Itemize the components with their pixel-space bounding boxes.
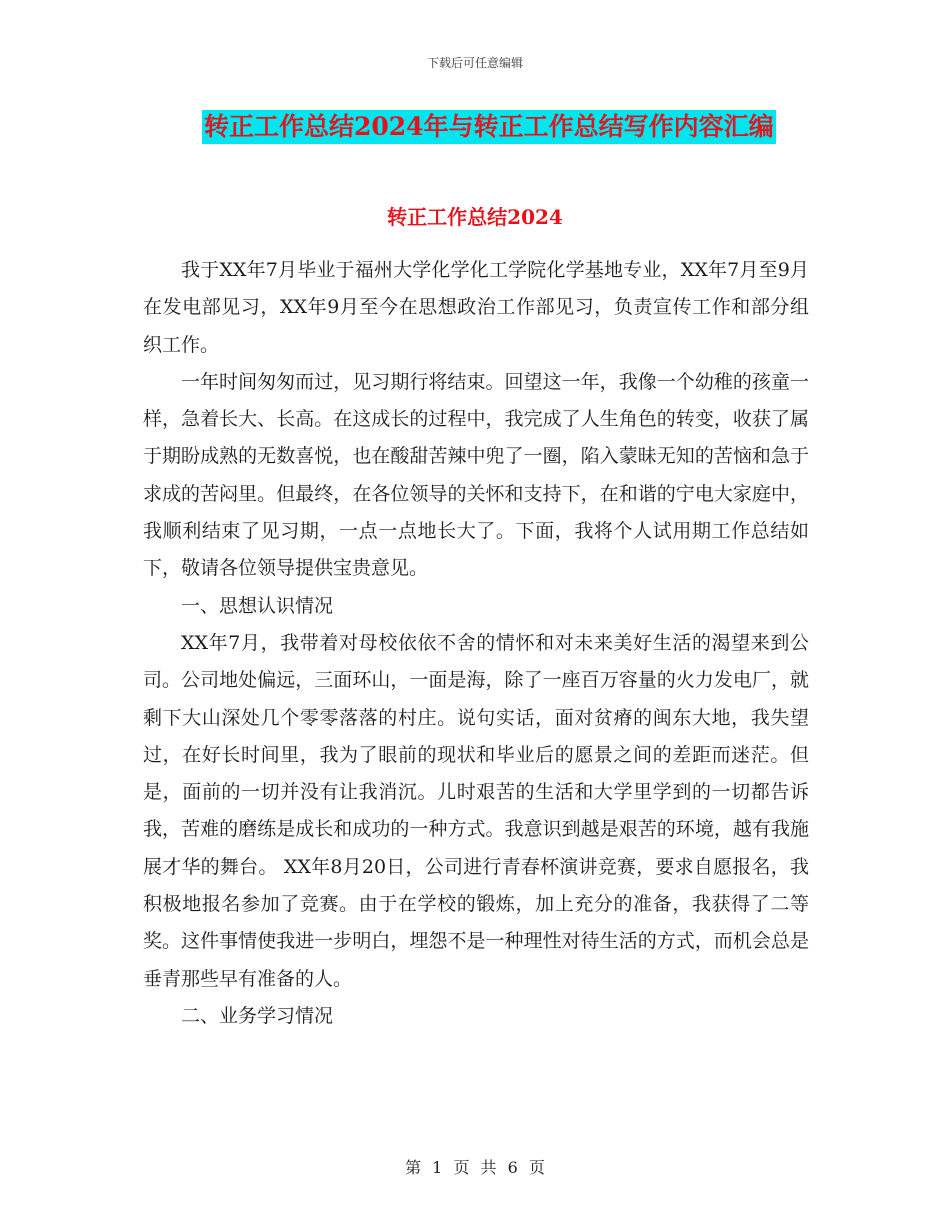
paragraph-intro: 我于XX年7月毕业于福州大学化学化工学院化学基地专业，XX年7月至9月在发电部见习，XX年9月至今在思想政治工作部见习，负责宣传工作和部分组织工作。 [143,259,809,356]
document-title: 转正工作总结2024年与转正工作总结写作内容汇编 [202,110,776,144]
document-body [143,252,809,1035]
section-title: 转正工作总结2024 [387,205,563,229]
heading-thought: 一、思想认识情况 [181,594,334,617]
page-number: 第 1 页 共 6 页 [405,1158,545,1177]
paragraph-thought: XX年7月，我带着对母校依依不舍的情怀和对未来美好生活的渴望来到公司。公司地处偏远，三面环山，一面是海，除了一座百万容量的火力发电厂，就剩下大山深处几个零零落落的村庄。说句实话，面对贫瘠的闽东大地，我失望过，在好长时间里，我为了眼前的现状和毕业后的愿景之间的差距而迷茫。但是，面前的一切并没有让我消沉。儿时艰苦的生活和大学里学到的一切都告诉我，苦难的磨练是成长和成功的一种方式。我意识到越是艰苦的环境，越有我施展才华的舞台。 XX年8月20日，公司进行青春杯演讲竞赛，要求自愿报名，我积极地报名参加了竞赛。由于在学校的锻炼，加上充分的准备，我获得了二等奖。这件事情使我进一步明白，埋怨不是一种理性对待生活的方式，而机会总是垂青那些早有准备的人。 [143,631,809,990]
paragraph-review: 一年时间匆匆而过，见习期行将结束。回望这一年，我像一个幼稚的孩童一样，急着长大、长高。在这成长的过程中，我完成了人生角色的转变，收获了属于期盼成熟的无数喜悦，也在酸甜苦辣中兜了一圈，陷入蒙昧无知的苦恼和急于求成的苦闷里。但最终，在各位领导的关怀和支持下，在和谐的宁电大家庭中，我顺利结束了见习期，一点一点地长大了。下面，我将个人试用期工作总结如下，敬请各位领导提供宝贵意见。 [143,370,809,580]
header-note: 下载后可任意编辑 [426,56,523,70]
heading-study: 二、业务学习情况 [181,1004,334,1027]
